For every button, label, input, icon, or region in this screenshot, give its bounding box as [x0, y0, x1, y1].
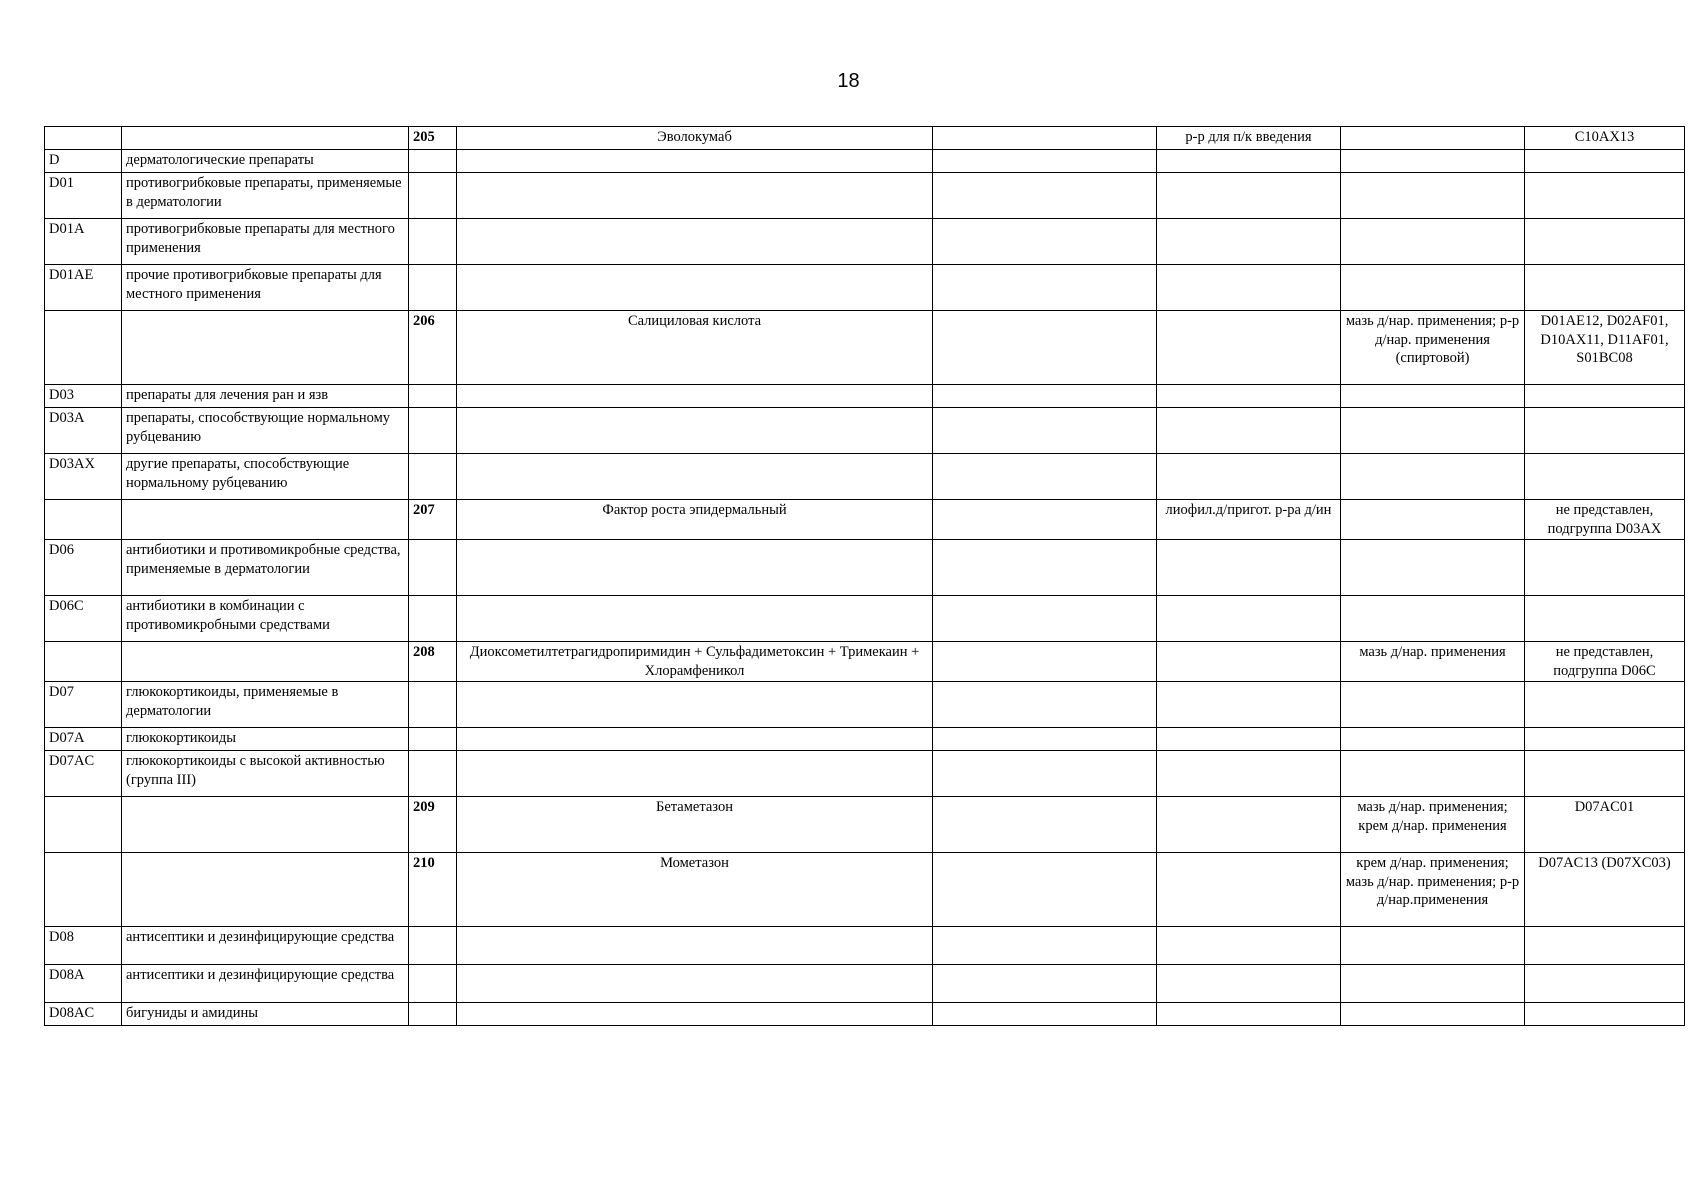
drug-name-cell: [457, 927, 933, 965]
atc-code-cell: [1525, 219, 1685, 265]
dosage-form-a-cell: [1157, 311, 1341, 385]
atc-group-description-cell: антибиотики и противомикробные средства, применяемые в дерматологии: [122, 540, 409, 596]
empty-cell-cell: [933, 150, 1157, 173]
dosage-form-b-cell: [1341, 265, 1525, 311]
dosage-form-a-cell: [1157, 454, 1341, 500]
dosage-form-b-cell: [1341, 596, 1525, 642]
atc-group-description-cell: антибиотики в комбинации с противомикробными средствами: [122, 596, 409, 642]
atc-code-cell: [1525, 385, 1685, 408]
dosage-form-b-cell: [1341, 173, 1525, 219]
item-number-cell: 207: [409, 500, 457, 540]
atc-code-cell: не представлен, подгруппа D06C: [1525, 642, 1685, 682]
drug-name-cell: [457, 385, 933, 408]
table-row: [45, 219, 1685, 265]
item-number-cell: [409, 150, 457, 173]
drug-name-cell: Фактор роста эпидермальный: [457, 500, 933, 540]
empty-cell-cell: [933, 682, 1157, 728]
atc-group-code-cell: D07A: [45, 728, 122, 751]
table-row: [45, 540, 1685, 596]
drug-table: [44, 126, 1685, 1026]
drug-name-cell: Мометазон: [457, 853, 933, 927]
empty-cell-cell: [933, 454, 1157, 500]
dosage-form-a-cell: р-р для п/к введения: [1157, 127, 1341, 150]
atc-code-cell: C10AX13: [1525, 127, 1685, 150]
atc-group-description-cell: [122, 797, 409, 853]
table-row: [45, 311, 1685, 385]
table-row: [45, 408, 1685, 454]
item-number-cell: [409, 965, 457, 1003]
empty-cell-cell: [933, 219, 1157, 265]
atc-group-code-cell: D08: [45, 927, 122, 965]
atc-group-code-cell: D08AC: [45, 1003, 122, 1026]
atc-code-cell: [1525, 1003, 1685, 1026]
atc-group-description-cell: противогрибковые препараты, применяемые в дерматологии: [122, 173, 409, 219]
atc-group-description-cell: [122, 311, 409, 385]
atc-code-cell: [1525, 454, 1685, 500]
drug-name-cell: [457, 173, 933, 219]
dosage-form-a-cell: [1157, 408, 1341, 454]
atc-code-cell: [1525, 751, 1685, 797]
atc-group-code-cell: [45, 127, 122, 150]
dosage-form-b-cell: мазь д/нар. применения; р-р д/нар. применения (спиртовой): [1341, 311, 1525, 385]
dosage-form-b-cell: [1341, 385, 1525, 408]
dosage-form-a-cell: [1157, 385, 1341, 408]
drug-name-cell: [457, 1003, 933, 1026]
atc-group-description-cell: бигуниды и амидины: [122, 1003, 409, 1026]
atc-group-description-cell: противогрибковые препараты для местного применения: [122, 219, 409, 265]
item-number-cell: [409, 728, 457, 751]
drug-name-cell: [457, 265, 933, 311]
item-number-cell: [409, 682, 457, 728]
drug-name-cell: Салициловая кислота: [457, 311, 933, 385]
table-row: [45, 265, 1685, 311]
dosage-form-a-cell: [1157, 797, 1341, 853]
table-row: [45, 965, 1685, 1003]
empty-cell-cell: [933, 265, 1157, 311]
empty-cell-cell: [933, 797, 1157, 853]
dosage-form-a-cell: [1157, 728, 1341, 751]
item-number-cell: 209: [409, 797, 457, 853]
drug-name-cell: [457, 728, 933, 751]
empty-cell-cell: [933, 127, 1157, 150]
atc-code-cell: [1525, 728, 1685, 751]
item-number-cell: 206: [409, 311, 457, 385]
table-row: [45, 728, 1685, 751]
atc-group-code-cell: D03A: [45, 408, 122, 454]
dosage-form-a-cell: [1157, 173, 1341, 219]
drug-name-cell: [457, 454, 933, 500]
empty-cell-cell: [933, 853, 1157, 927]
atc-group-code-cell: D01A: [45, 219, 122, 265]
dosage-form-b-cell: мазь д/нар. применения: [1341, 642, 1525, 682]
drug-name-cell: [457, 150, 933, 173]
item-number-cell: [409, 927, 457, 965]
atc-code-cell: [1525, 682, 1685, 728]
dosage-form-a-cell: [1157, 150, 1341, 173]
dosage-form-b-cell: [1341, 454, 1525, 500]
atc-group-description-cell: [122, 853, 409, 927]
empty-cell-cell: [933, 1003, 1157, 1026]
atc-group-code-cell: D01AE: [45, 265, 122, 311]
empty-cell-cell: [933, 408, 1157, 454]
dosage-form-b-cell: [1341, 728, 1525, 751]
atc-group-code-cell: D: [45, 150, 122, 173]
dosage-form-b-cell: [1341, 127, 1525, 150]
atc-code-cell: [1525, 408, 1685, 454]
table-row: [45, 454, 1685, 500]
atc-group-code-cell: [45, 797, 122, 853]
atc-group-code-cell: [45, 500, 122, 540]
dosage-form-a-cell: [1157, 853, 1341, 927]
table-row: [45, 385, 1685, 408]
dosage-form-b-cell: [1341, 682, 1525, 728]
item-number-cell: [409, 596, 457, 642]
empty-cell-cell: [933, 965, 1157, 1003]
dosage-form-a-cell: [1157, 927, 1341, 965]
dosage-form-b-cell: [1341, 408, 1525, 454]
dosage-form-b-cell: [1341, 751, 1525, 797]
drug-name-cell: [457, 596, 933, 642]
table-row: [45, 682, 1685, 728]
atc-code-cell: [1525, 173, 1685, 219]
dosage-form-b-cell: [1341, 500, 1525, 540]
atc-group-description-cell: [122, 127, 409, 150]
item-number-cell: [409, 385, 457, 408]
item-number-cell: [409, 540, 457, 596]
dosage-form-b-cell: [1341, 965, 1525, 1003]
item-number-cell: [409, 219, 457, 265]
item-number-cell: [409, 408, 457, 454]
table-row: [45, 642, 1685, 682]
atc-code-cell: [1525, 540, 1685, 596]
dosage-form-a-cell: [1157, 219, 1341, 265]
dosage-form-a-cell: [1157, 265, 1341, 311]
dosage-form-a-cell: [1157, 965, 1341, 1003]
atc-group-code-cell: D03: [45, 385, 122, 408]
empty-cell-cell: [933, 385, 1157, 408]
atc-group-code-cell: [45, 311, 122, 385]
atc-code-cell: D07AC13 (D07XC03): [1525, 853, 1685, 927]
dosage-form-a-cell: [1157, 751, 1341, 797]
atc-group-description-cell: другие препараты, способствующие нормальному рубцеванию: [122, 454, 409, 500]
atc-code-cell: [1525, 965, 1685, 1003]
empty-cell-cell: [933, 728, 1157, 751]
atc-group-description-cell: антисептики и дезинфицирующие средства: [122, 927, 409, 965]
atc-group-description-cell: прочие противогрибковые препараты для местного применения: [122, 265, 409, 311]
empty-cell-cell: [933, 927, 1157, 965]
dosage-form-b-cell: [1341, 150, 1525, 173]
item-number-cell: [409, 1003, 457, 1026]
empty-cell-cell: [933, 500, 1157, 540]
item-number-cell: 210: [409, 853, 457, 927]
drug-name-cell: [457, 219, 933, 265]
atc-group-description-cell: препараты для лечения ран и язв: [122, 385, 409, 408]
table-row: [45, 797, 1685, 853]
atc-code-cell: D07AC01: [1525, 797, 1685, 853]
page-number: 18: [837, 70, 860, 92]
item-number-cell: [409, 751, 457, 797]
table-row: [45, 173, 1685, 219]
atc-group-code-cell: D01: [45, 173, 122, 219]
table-row: [45, 596, 1685, 642]
atc-group-code-cell: D03AX: [45, 454, 122, 500]
atc-group-code-cell: D07: [45, 682, 122, 728]
dosage-form-b-cell: крем д/нар. применения; мазь д/нар. применения; р-р д/нар.применения: [1341, 853, 1525, 927]
table-row: [45, 751, 1685, 797]
table-row: [45, 1003, 1685, 1026]
item-number-cell: 205: [409, 127, 457, 150]
table-row: [45, 500, 1685, 540]
empty-cell-cell: [933, 596, 1157, 642]
dosage-form-a-cell: [1157, 596, 1341, 642]
table-row: [45, 150, 1685, 173]
atc-code-cell: [1525, 150, 1685, 173]
atc-group-description-cell: глюкокортикоиды с высокой активностью (группа III): [122, 751, 409, 797]
atc-group-code-cell: [45, 853, 122, 927]
atc-group-code-cell: D06: [45, 540, 122, 596]
dosage-form-a-cell: [1157, 642, 1341, 682]
atc-code-cell: не представлен, подгруппа D03AX: [1525, 500, 1685, 540]
dosage-form-a-cell: лиофил.д/пригот. р-ра д/ин: [1157, 500, 1341, 540]
dosage-form-a-cell: [1157, 1003, 1341, 1026]
empty-cell-cell: [933, 173, 1157, 219]
atc-group-description-cell: глюкокортикоиды: [122, 728, 409, 751]
atc-code-cell: [1525, 596, 1685, 642]
drug-name-cell: Диоксометилтетрагидропиримидин + Сульфадиметоксин + Тримекаин + Хлорамфеникол: [457, 642, 933, 682]
atc-group-description-cell: антисептики и дезинфицирующие средства: [122, 965, 409, 1003]
atc-group-description-cell: [122, 500, 409, 540]
dosage-form-b-cell: [1341, 540, 1525, 596]
atc-group-code-cell: D06C: [45, 596, 122, 642]
atc-group-code-cell: D08A: [45, 965, 122, 1003]
table-row: [45, 127, 1685, 150]
atc-group-code-cell: [45, 642, 122, 682]
table-row: [45, 927, 1685, 965]
drug-name-cell: [457, 965, 933, 1003]
drug-name-cell: [457, 408, 933, 454]
drug-name-cell: [457, 751, 933, 797]
dosage-form-a-cell: [1157, 682, 1341, 728]
item-number-cell: [409, 265, 457, 311]
drug-name-cell: Эволокумаб: [457, 127, 933, 150]
atc-code-cell: D01AE12, D02AF01, D10AX11, D11AF01, S01BC08: [1525, 311, 1685, 385]
drug-name-cell: Бетаметазон: [457, 797, 933, 853]
item-number-cell: [409, 173, 457, 219]
drug-name-cell: [457, 540, 933, 596]
empty-cell-cell: [933, 751, 1157, 797]
empty-cell-cell: [933, 311, 1157, 385]
dosage-form-a-cell: [1157, 540, 1341, 596]
table-row: [45, 853, 1685, 927]
dosage-form-b-cell: [1341, 927, 1525, 965]
atc-code-cell: [1525, 927, 1685, 965]
item-number-cell: [409, 454, 457, 500]
drug-name-cell: [457, 682, 933, 728]
atc-group-code-cell: D07AC: [45, 751, 122, 797]
dosage-form-b-cell: [1341, 219, 1525, 265]
atc-group-description-cell: дерматологические препараты: [122, 150, 409, 173]
atc-group-description-cell: глюкокортикоиды, применяемые в дерматологии: [122, 682, 409, 728]
item-number-cell: 208: [409, 642, 457, 682]
empty-cell-cell: [933, 540, 1157, 596]
atc-group-description-cell: [122, 642, 409, 682]
atc-code-cell: [1525, 265, 1685, 311]
dosage-form-b-cell: [1341, 1003, 1525, 1026]
dosage-form-b-cell: мазь д/нар. применения; крем д/нар. применения: [1341, 797, 1525, 853]
empty-cell-cell: [933, 642, 1157, 682]
atc-group-description-cell: препараты, способствующие нормальному рубцеванию: [122, 408, 409, 454]
